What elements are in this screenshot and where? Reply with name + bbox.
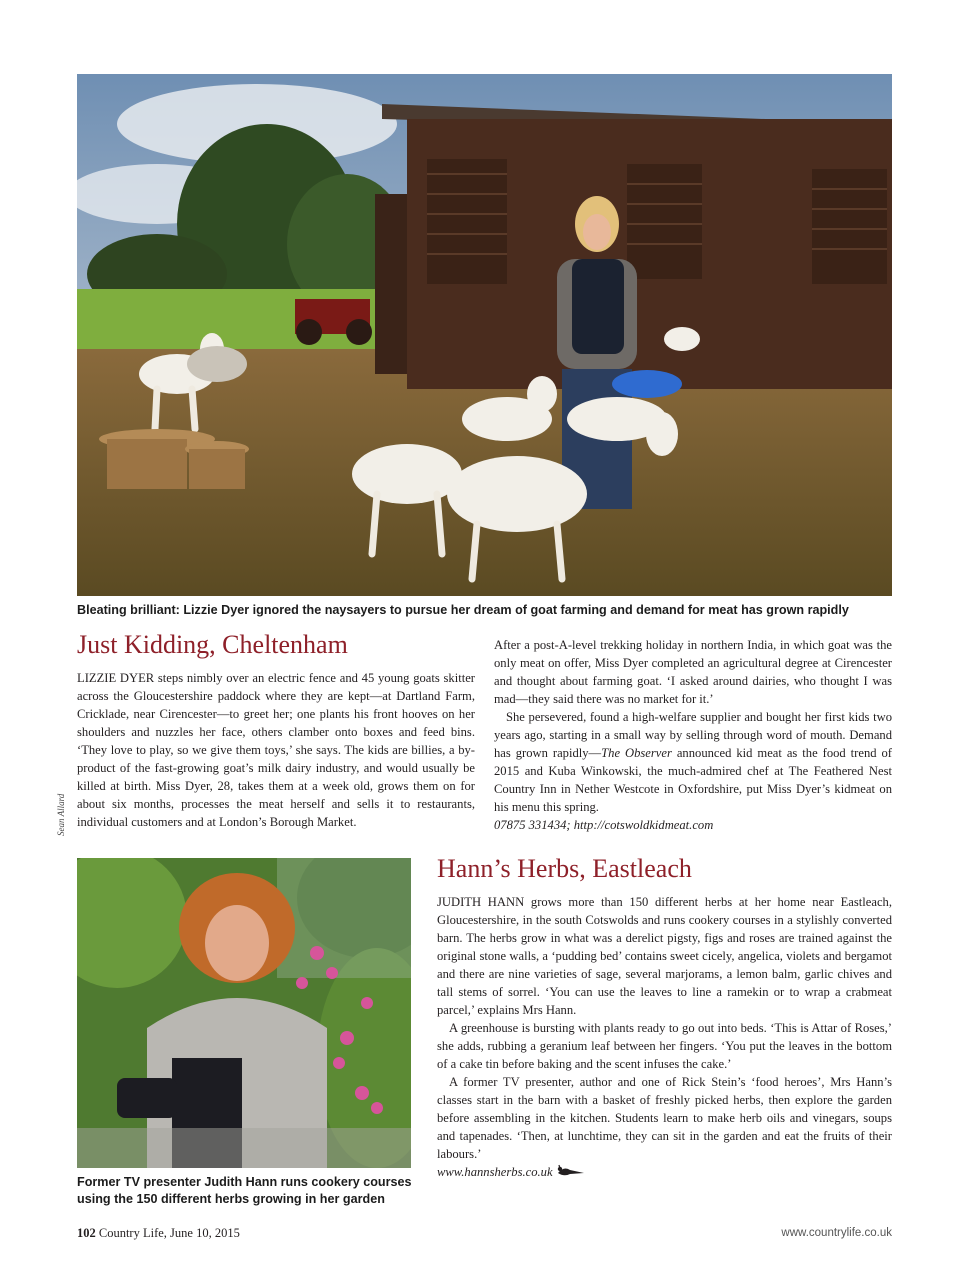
footer-website: www.countrylife.co.uk [781, 1227, 892, 1239]
article1-headline: Just Kidding, Cheltenham [77, 630, 348, 659]
article2-paragraph: A greenhouse is bursting with plants ready to go out into beds. ‘This is Attar of Roses,’ she adds, rubbing a geranium leaf between her fingers. ‘You put the leaves in the bottom of a cake tin before baking and the scent infuses the cake.’ [437, 1021, 892, 1071]
article1-column2 [494, 636, 892, 834]
article2-paragraph: A former TV presenter, author and one of Rick Stein’s ‘food heroes’, Mrs Hann’s classes start in the barn with a basket of freshly picked herbs, then explore the garden before assembling in the kitchen. Students learn to make herb oils and vinegars, soups and tapenades. ‘Then, at lunchtime, they can sit in the garden and eat the fruits of their labours.’ [437, 1075, 892, 1161]
article1-paragraph: After a post-A-level trekking holiday in northern India, in which goat was the only meat on offer, Miss Dyer completed an agricultural degree at Cirencester and thought about farming goat. ‘I asked around dairies, who thought I was mad—they said there was no market for it.’ [494, 638, 892, 706]
publication-name: The Observer [601, 746, 672, 760]
article1-contact: 07875 331434; http://cotswoldkidmeat.com [494, 818, 714, 832]
article1-paragraph: LIZZIE DYER steps nimbly over an electric fence and 45 young goats skitter across the Gloucestershire paddock where they are kept—at Dartland Farm, Cricklade, near Cirencester—to greet her; one plants his front hooves on her shoulders and nuzzles her face, others clamber onto boxes and feed bins. ‘They love to play, so we give them toys,’ she says. The kids are billies, a by-product of the fast-growing goat’s milk dairy industry, and would usually be killed at birth. Miss Dyer, 28, takes them at a week old, grows them on for about six months, processes the meat herself and sells it to restaurants, individual customers and at London’s Borough Market. [77, 671, 475, 829]
goat-farm-photo [77, 74, 892, 596]
photo1-caption: Bleating brilliant: Lizzie Dyer ignored the naysayers to pursue her dream of goat farming and demand for meat has grown rapidly [77, 603, 849, 617]
photo-credit [56, 776, 70, 836]
article2-paragraph: JUDITH HANN grows more than 150 different herbs at her home near Eastleach, Gloucestershire, in the south Cotswolds and runs cookery courses in a stylishly converted barn. The herbs grow in what was a derelict pigsty, figs and roses are trained against the original stone walls, a ‘pudding bed’ contains sweet cicely, angelica, violets and bergamot and there are nine varieties of sage, several marjorams, a lemon balm, garlic chives and tall stems of sorrel. ‘You can use the leaves to line a ramekin or to wrap a crabmeat parcel,’ explains Mrs Hann. [437, 895, 892, 1017]
publication-date: Country Life, June 10, 2015 [95, 1226, 240, 1240]
article1-column1 [77, 669, 475, 831]
article2-url: www.hannsherbs.co.uk [437, 1163, 892, 1181]
article2-headline: Hann’s Herbs, Eastleach [437, 854, 692, 883]
herb-garden-photo [77, 858, 411, 1168]
photo2-caption: Former TV presenter Judith Hann runs cookery courses using the 150 different herbs growing in her garden [77, 1175, 412, 1206]
pheasant-end-mark-icon [556, 1165, 586, 1179]
photo-credit-text: Sean Allard [56, 793, 66, 836]
page-number: 102 [77, 1226, 96, 1240]
footer-folio [77, 1226, 240, 1241]
article1-paragraph: She persevered, found a high-welfare supplier and bought her first kids two years ago, starting in a small way by selling through word of mouth. Demand has grown rapidly—The Observer announced kid meat as the food trend of 2015 and Kuba Winkowski, the much-admired chef at The Feathered Nest Country Inn in Nether Westcote in Oxfordshire, put Miss Dyer’s kidmeat on his menu this spring. [494, 710, 892, 814]
article2-body [437, 893, 892, 1181]
